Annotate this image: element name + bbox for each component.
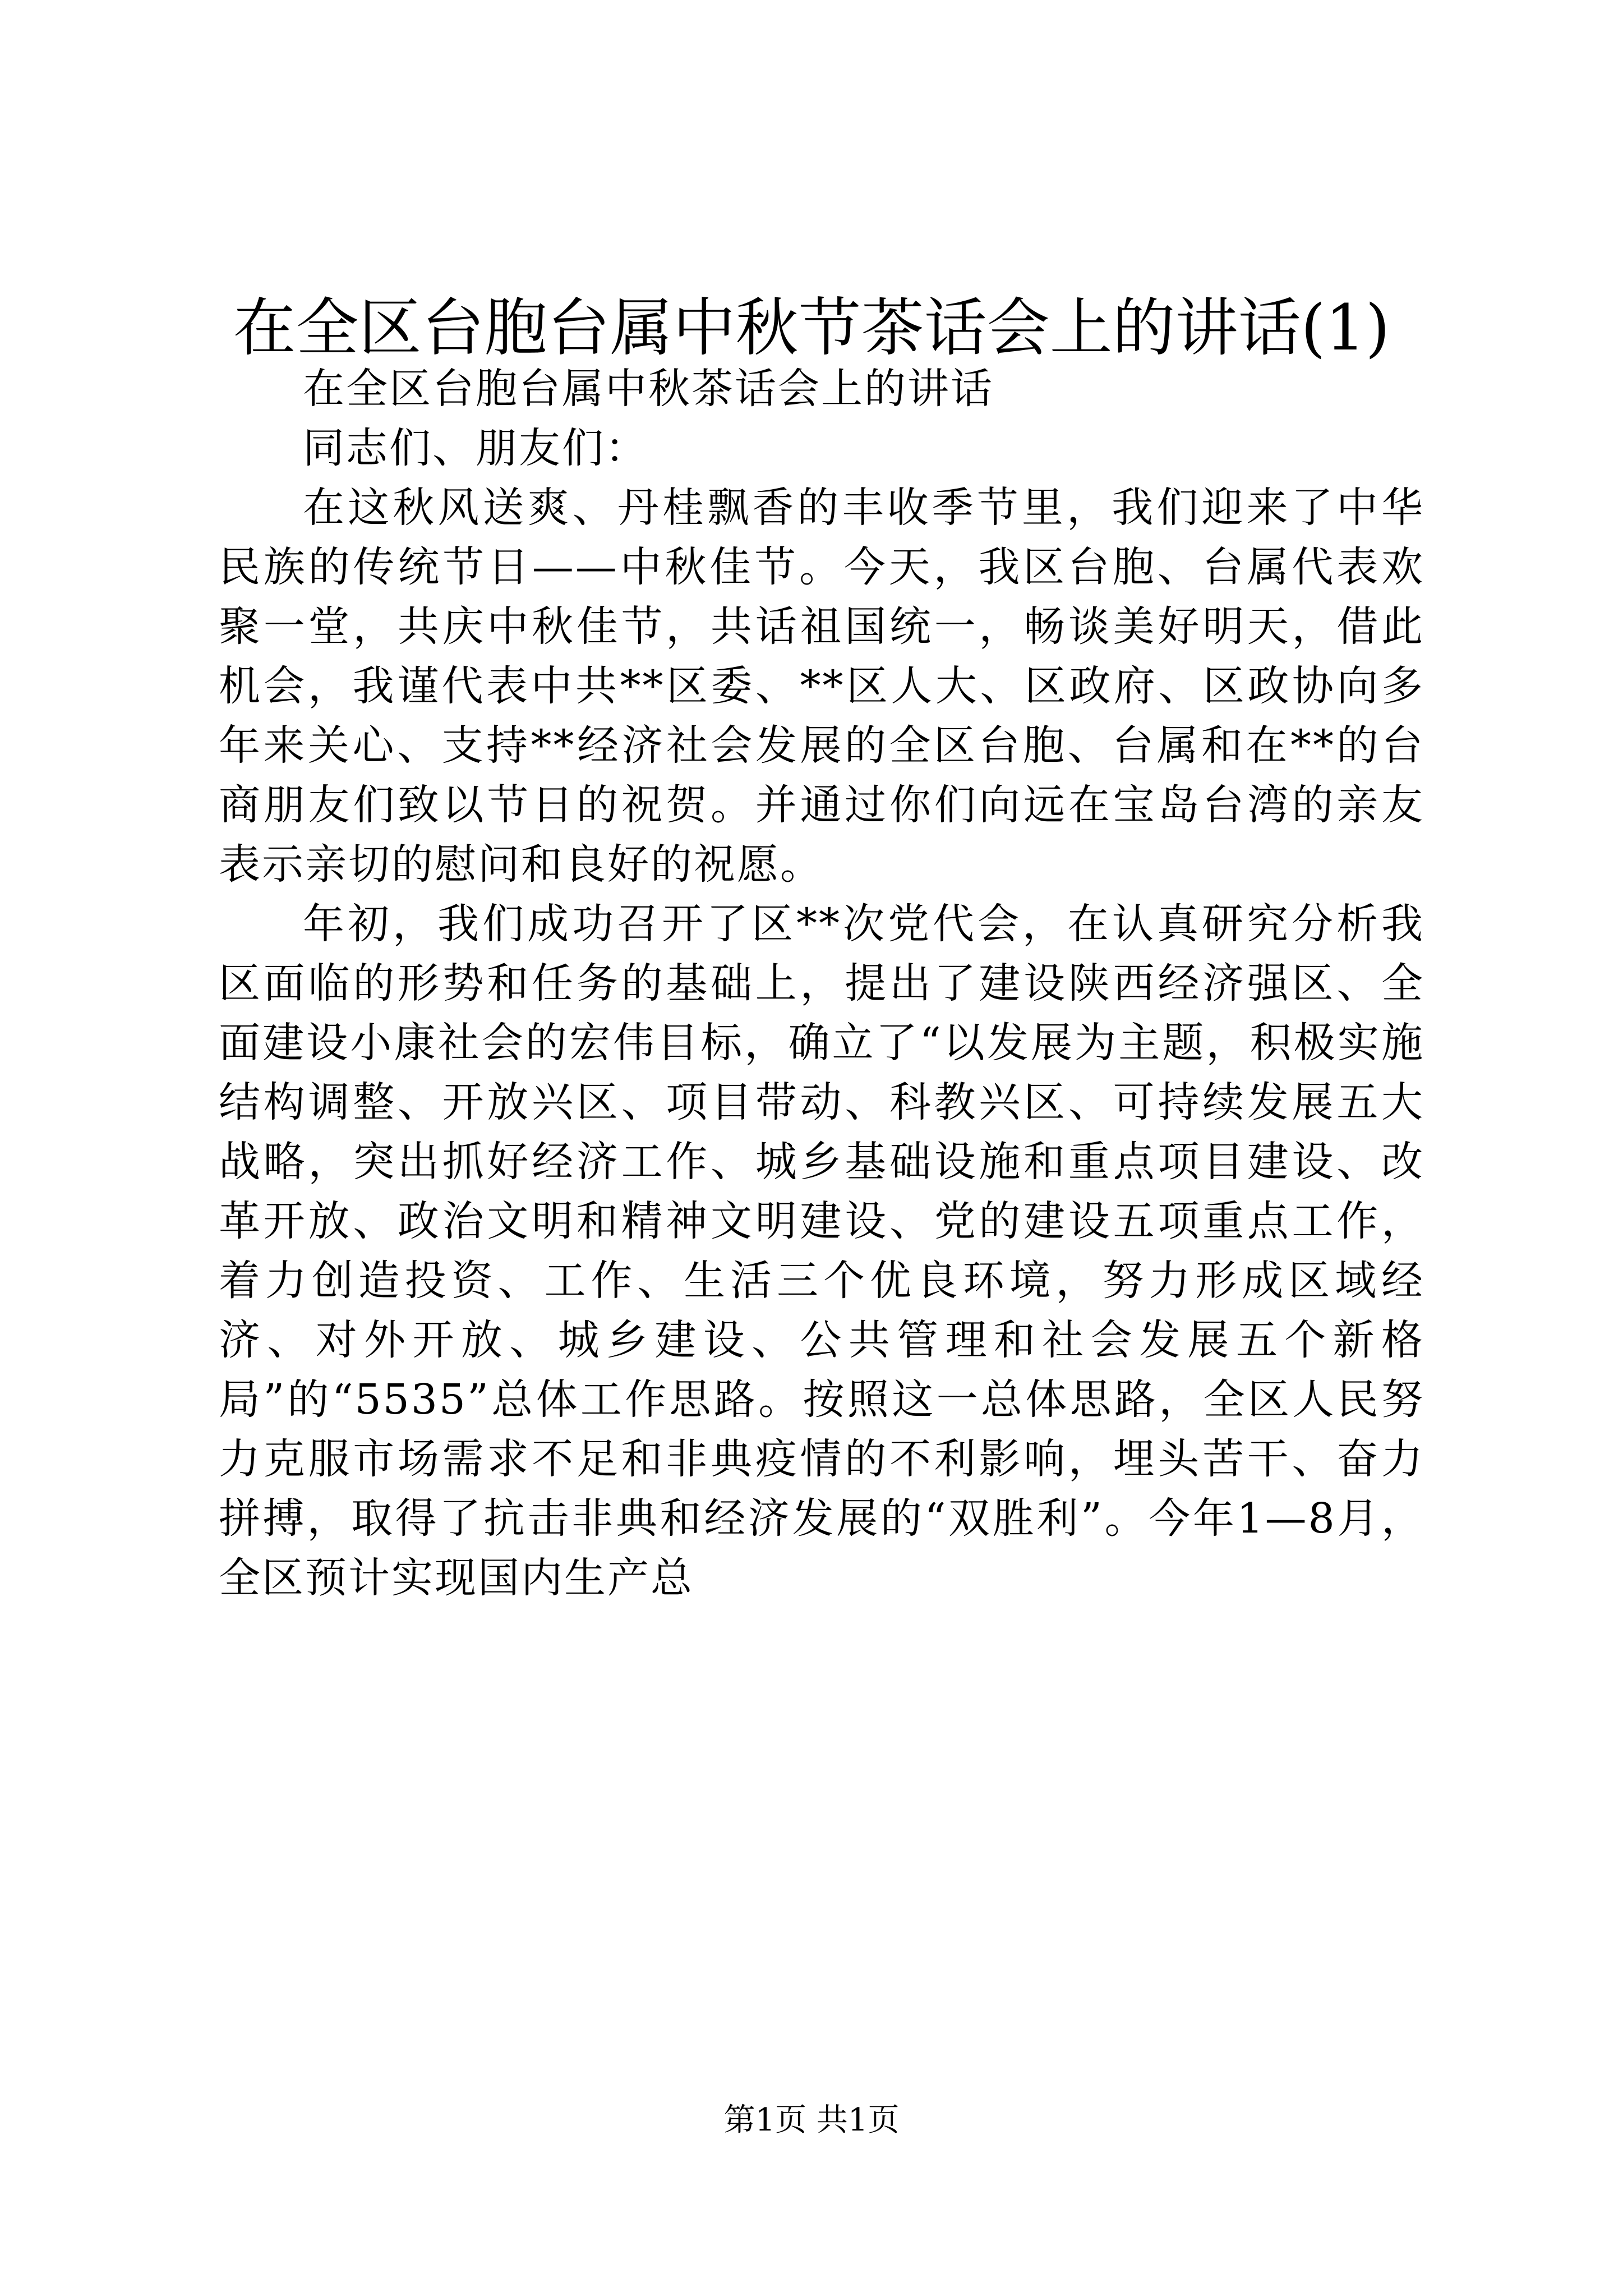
body-paragraph: 在这秋风送爽、丹桂飘香的丰收季节里，我们迎来了中华民族的传统节日——中秋佳节。今天，我区台胞、台属代表欢聚一堂，共庆中秋佳节，共话祖国统一，畅谈美好明天，借此机会，我谨代表中共**区委、**区人大、区政府、区政协向多年来关心、支持**经济社会发展的全区台胞、台属和在**的台商朋友们致以节日的祝贺。并通过你们向远在宝岛台湾的亲友表示亲切的慰问和良好的祝愿。: [219, 484, 1424, 889]
body-paragraph: 年初，我们成功召开了区**次党代会，在认真研究分析我区面临的形势和任务的基础上，提出了建设陕西经济强区、全面建设小康社会的宏伟目标，确立了“以发展为主题，积极实施结构调整、开放兴区、项目带动、科教兴区、可持续发展五大战略，突出抓好经济工作、城乡基础设施和重点项目建设、改革开放、政治文明和精神文明建设、党的建设五项重点工作，着力创造投资、工作、生活三个优良环境，努力形成区域经济、对外开放、城乡建设、公共管理和社会发展五个新格局”的“5535”总体工作思路。按照这一总体思路，全区人民努力克服市场需求不足和非典疫情的不利影响，埋头苦干、奋力拼搏，取得了抗击非典和经济发展的“双胜利”。今年1—8月，全区预计实现国内生产总: [219, 900, 1424, 1602]
document-body: [219, 359, 1424, 1608]
document-title: 在全区台胞台属中秋节茶话会上的讲话(1): [233, 292, 1390, 365]
subtitle-paragraph: 在全区台胞台属中秋茶话会上的讲话: [303, 365, 994, 413]
salutation-paragraph: 同志们、朋友们：: [303, 424, 648, 472]
page-footer: 第1页 共1页: [723, 2102, 900, 2138]
